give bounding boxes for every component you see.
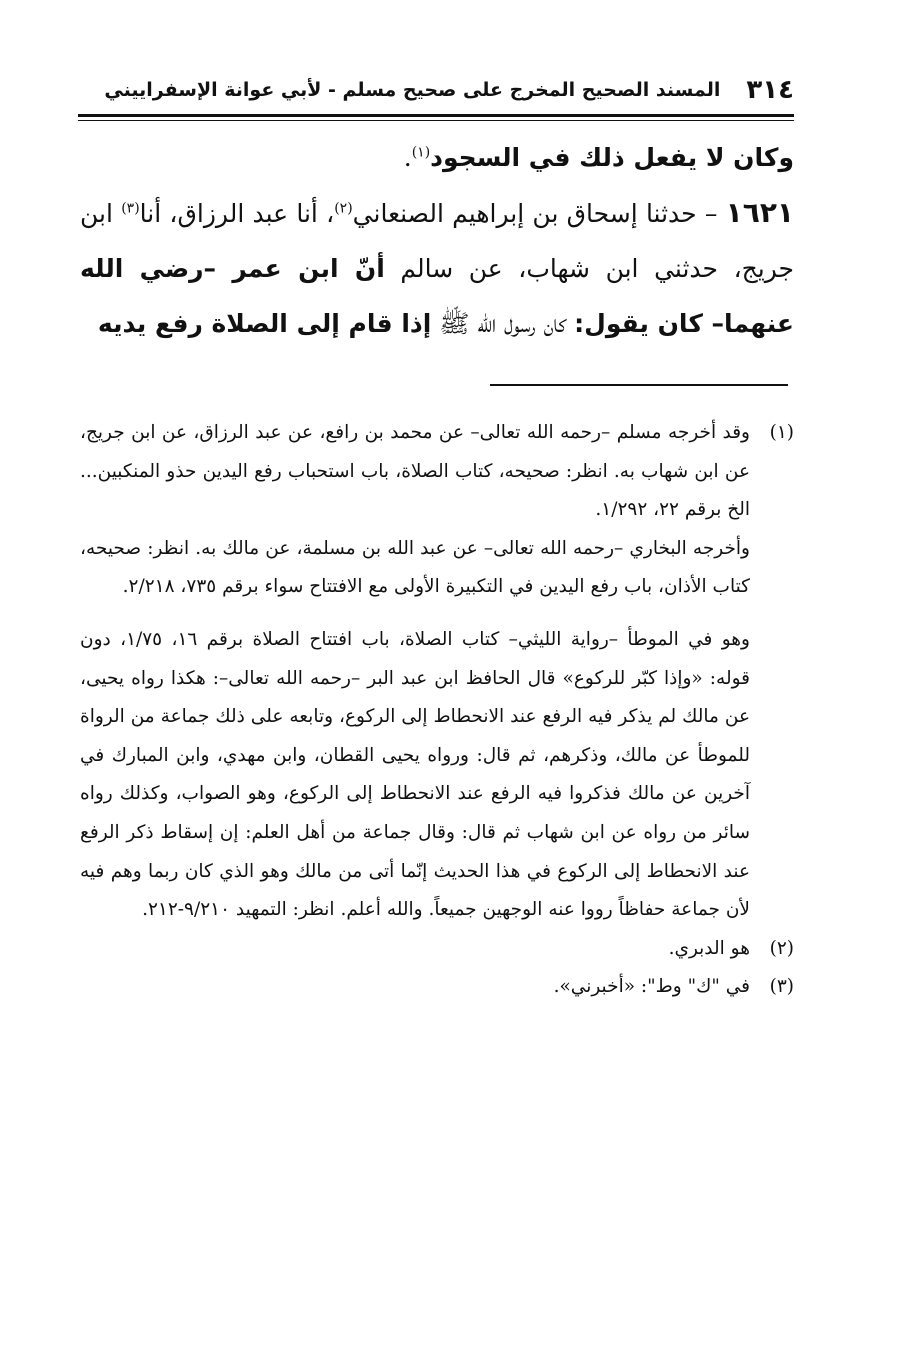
- footnote-2: [80, 930, 794, 969]
- opening-end: .: [403, 143, 412, 172]
- hadith-number: ١٦٢١: [725, 196, 794, 229]
- main-text: [80, 130, 794, 351]
- header-rule: [78, 114, 794, 117]
- hadith-text-b: ، أنا عبد الرزاق، أنا: [139, 199, 335, 228]
- footnote-1-para-2: وأخرجه البخاري –رحمه الله تعالى– عن عبد الله بن مسلمة، عن مالك به. انظر: صحيحه، كتاب الأذان، باب رفع اليدين في التكبيرة الأولى مع الافتتاح سواء برقم ٧٣٥، ٢/٢١٨.: [80, 537, 750, 598]
- hadith-paragraph: [80, 185, 794, 351]
- hadith-bold-text: أنّ ابن عمر –رضي الله عنهما– كان يقول:: [80, 254, 794, 338]
- hadith-text-a: حدثنا إسحاق بن إبراهيم الصنعاني: [352, 199, 697, 228]
- footnote-1-para-1: وقد أخرجه مسلم –رحمه الله تعالى– عن محمد بن رافع، عن عبد الرزاق، عن ابن جريج، عن ابن شهاب به. انظر: صحيحه، كتاب الصلاة، باب استحباب رفع اليدين حذو المنكبين... الخ برقم ٢٢، ١/٢٩٢.: [80, 422, 750, 521]
- footnote-1-marker: (١): [769, 422, 794, 443]
- footnote-3-marker: (٣): [769, 976, 794, 998]
- hadith-dash: –: [696, 199, 726, 228]
- hadith-text-d: كان رسول الله ﷺ: [431, 309, 575, 338]
- opening-line: [80, 130, 794, 185]
- header-rule-thin: [78, 120, 794, 121]
- footnotes: [80, 414, 794, 1007]
- running-title: المسند الصحيح المخرج على صحيح مسلم - لأبي عوانة الإسفراييني: [104, 79, 721, 101]
- footnote-1: [80, 414, 794, 930]
- footnote-ref-3: (٣): [121, 200, 140, 217]
- hadith-bold-end: إذا قام إلى الصلاة رفع يديه: [97, 309, 432, 338]
- page-number: ٣١٤: [746, 75, 794, 105]
- hadith-text-c: ابن جريج، حدثني ابن شهاب، عن سالم: [80, 199, 795, 283]
- footnote-separator: [490, 384, 788, 386]
- opening-text: وكان لا يفعل ذلك في السجود: [430, 143, 794, 172]
- footnote-2-text: هو الدبري.: [668, 937, 750, 959]
- footnote-ref-1: (١): [411, 144, 431, 161]
- footnote-3: [80, 968, 794, 1007]
- page-header: [80, 68, 794, 112]
- footnote-2-marker: (٢): [769, 937, 794, 959]
- footnote-3-text: في "ك" وط": «أخبرني».: [553, 976, 750, 998]
- footnote-ref-2: (٢): [334, 200, 353, 217]
- footnote-1-para-3: وهو في الموطأ –رواية الليثي– كتاب الصلاة، باب افتتاح الصلاة برقم ١٦، ١/٧٥، دون قوله: «وإذا كبّر للركوع» قال الحافظ ابن عبد البر –رحمه الله تعالى–: هكذا رواه يحيى، عن مالك لم يذكر فيه الرفع عند الانحطاط إلى الركوع، وتابعه على ذلك جماعة من الرواة للموطأ عن مالك، وذكرهم، ثم قال: ورواه يحيى القطان، وابن مهدي، وابن المبارك في آخرين عن مالك فذكروا فيه الرفع عند الانحطاط إلى الركوع، وهو الصواب، وكذلك رواه سائر من رواه عن ابن شهاب ثم قال: وقال جماعة من أهل العلم: إن إسقاط ذكر الرفع عند الانحطاط إلى الركوع في هذا الحديث إنّما أتى من مالك وهو الذي كان ربما وهم فيه لأن جماعة حفاظاً رووا عنه الوجهين جميعاً. والله أعلم. انظر: التمهيد ٩/٢١٠-٢١٢.: [80, 628, 750, 921]
